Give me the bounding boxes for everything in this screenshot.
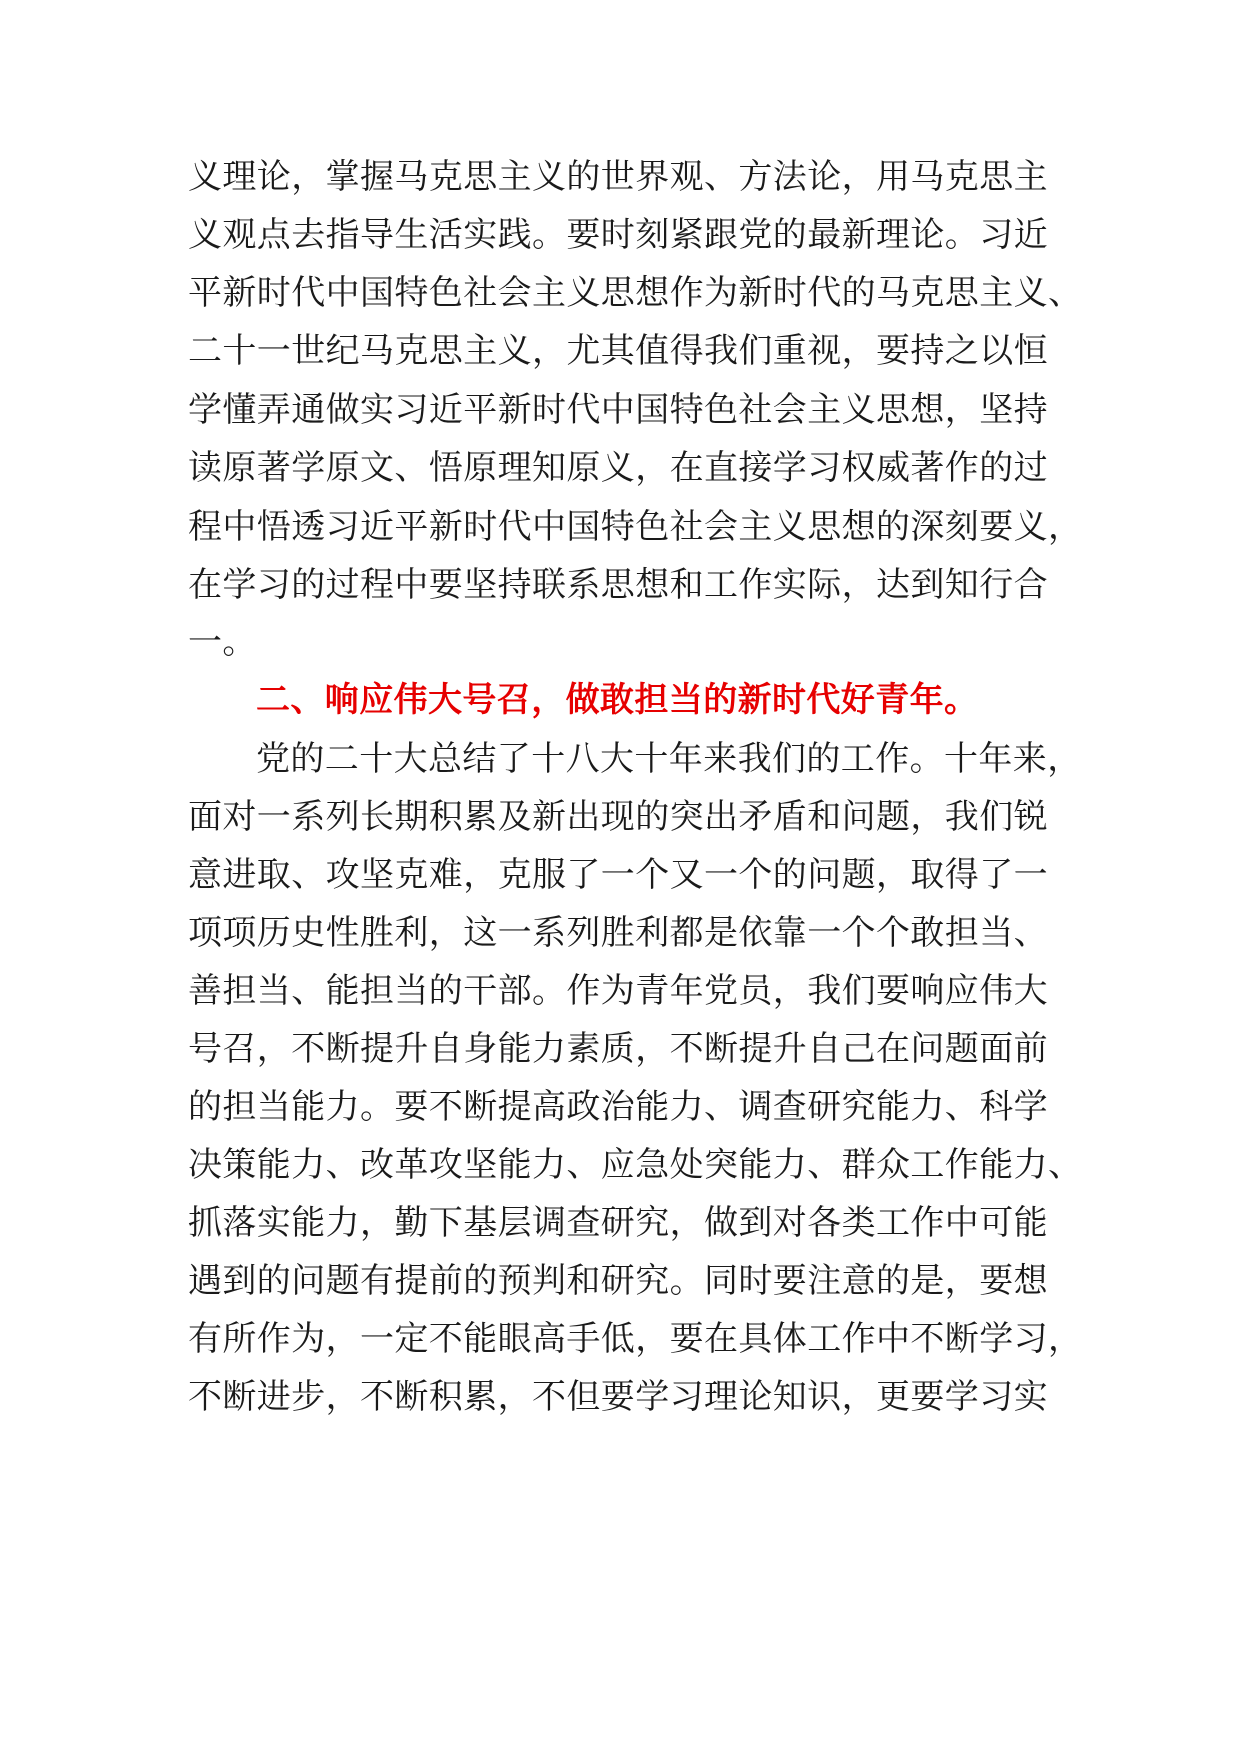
body-text-line: 项项历史性胜利，这一系列胜利都是依靠一个个敢担当、: [188, 913, 1048, 953]
body-text-line: 读原著学原文、悟原理知原义，在直接学习权威著作的过: [188, 448, 1048, 488]
section-heading: 二、响应伟大号召，做敢担当的新时代好青年。: [256, 680, 979, 720]
body-text-line: 善担当、能担当的干部。作为青年党员，我们要响应伟大: [188, 971, 1048, 1011]
body-text-line: 义理论，掌握马克思主义的世界观、方法论，用马克思主: [188, 157, 1048, 197]
body-text-line: 号召，不断提升自身能力素质，不断提升自己在问题面前: [188, 1029, 1048, 1069]
body-text-line: 在学习的过程中要坚持联系思想和工作实际，达到知行合: [188, 565, 1048, 605]
body-text-line: 面对一系列长期积累及新出现的突出矛盾和问题，我们锐: [188, 797, 1048, 837]
body-text-line: 二十一世纪马克思主义，尤其值得我们重视，要持之以恒: [188, 331, 1048, 371]
body-text-line: 的担当能力。要不断提高政治能力、调查研究能力、科学: [188, 1087, 1048, 1127]
body-text-line: 遇到的问题有提前的预判和研究。同时要注意的是，要想: [188, 1261, 1048, 1301]
body-text-line: 不断进步，不断积累，不但要学习理论知识，更要学习实: [188, 1377, 1048, 1417]
body-text-line: 一。: [188, 622, 257, 662]
body-text-line: 党的二十大总结了十八大十年来我们的工作。十年来，: [256, 739, 1082, 779]
body-text-line: 义观点去指导生活实践。要时刻紧跟党的最新理论。习近: [188, 215, 1048, 255]
body-text-line: 学懂弄通做实习近平新时代中国特色社会主义思想，坚持: [188, 390, 1048, 430]
body-text-line: 程中悟透习近平新时代中国特色社会主义思想的深刻要义，: [188, 507, 1083, 547]
body-text-line: 有所作为，一定不能眼高手低，要在具体工作中不断学习，: [188, 1319, 1083, 1359]
body-text-line: 平新时代中国特色社会主义思想作为新时代的马克思主义、: [188, 273, 1083, 313]
body-text-line: 意进取、攻坚克难，克服了一个又一个的问题，取得了一: [188, 855, 1048, 895]
body-text-line: 决策能力、改革攻坚能力、应急处突能力、群众工作能力、: [188, 1145, 1083, 1185]
body-text-line: 抓落实能力，勤下基层调查研究，做到对各类工作中可能: [188, 1203, 1048, 1243]
